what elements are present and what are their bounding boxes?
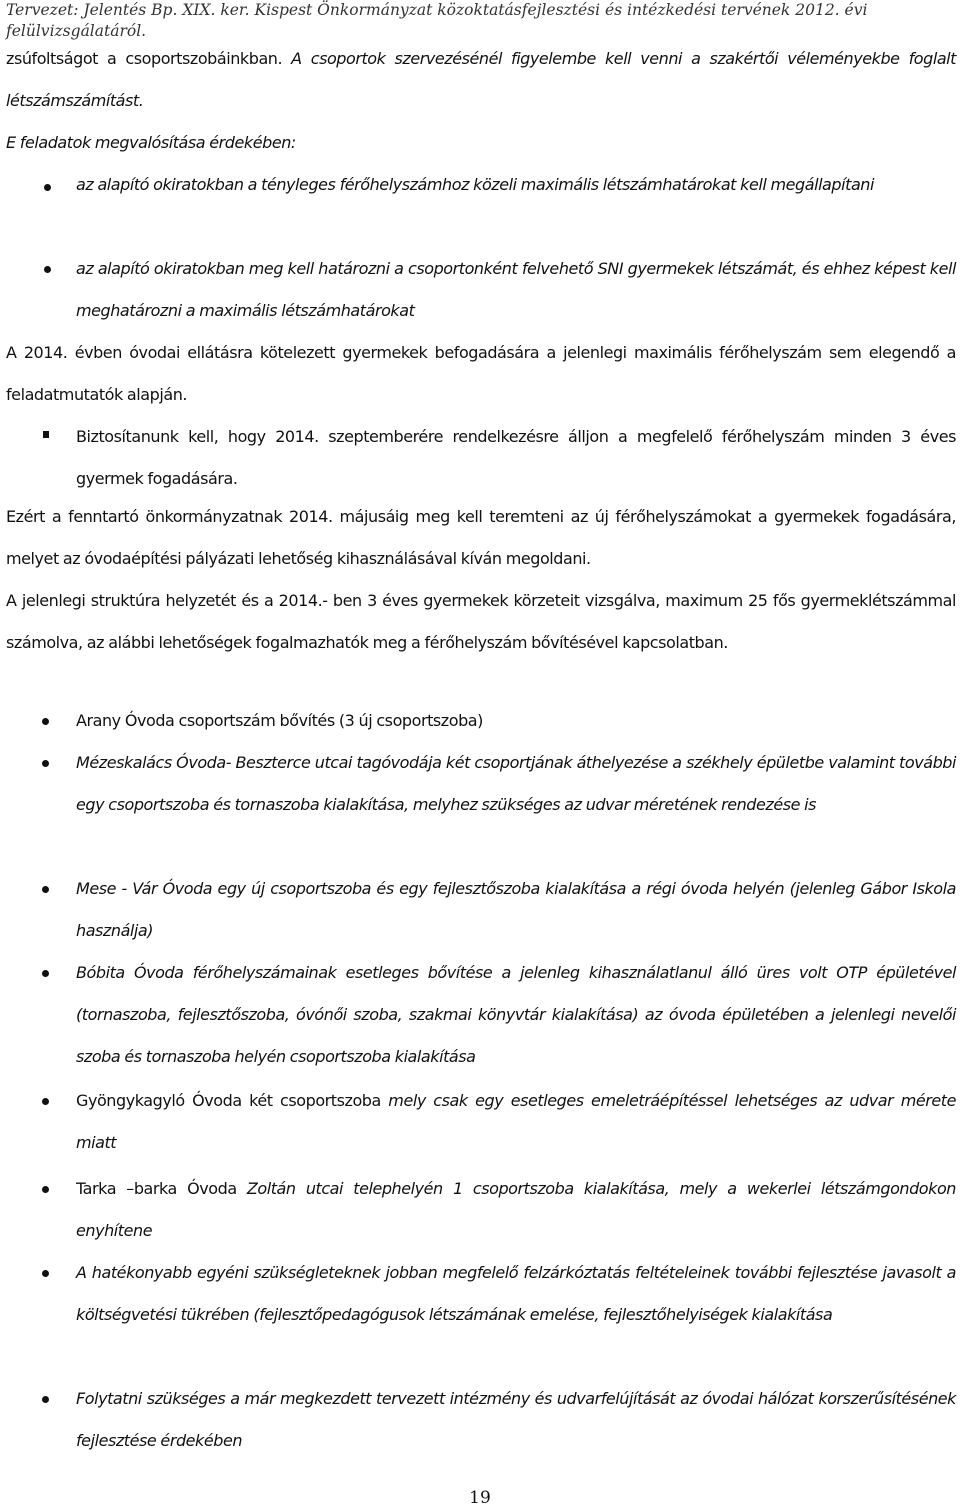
list-item (76, 1080, 956, 1164)
list-item: az alapító okiratokban a tényleges férőhelyszámhoz közeli maximális létszámhatárokat kell megállapítani (76, 175, 874, 194)
list-item: A hatékonyabb egyéni szükségleteknek jobban megfelelő felzárkóztatás feltételeinek további fejlesztése javasolt a költségvetési tükrében (fejlesztőpedagógusok létszámának emelése, fejlesztőhelyiségek kialakítása (76, 1263, 956, 1324)
list-item-italic-text: Zoltán utcai telephelyén 1 csoportszoba kialakítása, mely a wekerlei létszámgondokon enyhítene (76, 1179, 956, 1240)
bullet-icon (44, 184, 51, 191)
square-bullet-icon (43, 431, 49, 438)
bullet-icon (42, 1186, 49, 1193)
bullet-icon (42, 1098, 49, 1105)
list-item: Folytatni szükséges a már megkezdett tervezett intézmény és udvarfelújítását az óvodai hálózat korszerűsítésének fejlesztése érdekében (76, 1389, 956, 1450)
list-item: Bóbita Óvoda férőhelyszámainak esetleges bővítése a jelenleg kihasználatlanul álló üres volt OTP épületével (tornaszoba, fejlesztőszoba, óvónői szoba, szakmai könyvtár kialakítása) az óvoda épületében a jelenlegi nevelői szoba és tornaszoba helyén csoportszoba kialakítása (76, 963, 956, 1066)
bullet-icon (42, 886, 49, 893)
bullet-icon (42, 1270, 49, 1277)
list-item: az alapító okiratokban meg kell határozni a csoportonként felvehető SNI gyermekek létszámát, és ehhez képest kell meghatározni a maximális létszámhatárokat (76, 259, 956, 320)
bullet-icon (44, 266, 51, 273)
paragraph-2014: A 2014. évben óvodai ellátásra kötelezett gyermekek befogadására a jelenlegi maximális férőhelyszám sem elegendő a feladatmutatók alapján. (6, 343, 956, 404)
list-item-italic-text: mely csak egy esetleges emeletráépítéssel lehetséges az udvar mérete miatt (76, 1091, 956, 1152)
list-item-text: Gyöngykagyló Óvoda két csoportszoba (76, 1091, 381, 1110)
intro-text: zsúfoltságot a csoportszobáinkban. (6, 49, 283, 68)
intro-italic-text: A csoportok szervezésénél figyelembe kell venni a szakértői véleményekbe foglalt létszámszámítást. (6, 49, 956, 110)
list-item: Mézeskalács Óvoda- Beszterce utcai tagóvodája két csoportjának áthelyezése a székhely épületbe valamint további egy csoportszoba és tornaszoba kialakítása, melyhez szükséges az udvar méretének rendezése is (76, 753, 956, 814)
list-item: Biztosítanunk kell, hogy 2014. szeptemberére rendelkezésre álljon a megfelelő férőhelyszám minden 3 éves gyermek fogadására. (76, 427, 956, 488)
page-number: 19 (469, 1488, 491, 1508)
list-item: Arany Óvoda csoportszám bővítés (3 új csoportszoba) (76, 711, 483, 730)
page-header: Tervezet: Jelentés Bp. XIX. ker. Kispest Önkormányzat közoktatásfejlesztési és intézkedési tervének 2012. évi felülvizsgálatáról. (6, 1, 868, 40)
bullet-icon (42, 970, 49, 977)
bullet-icon (42, 718, 49, 725)
paragraph-intro (6, 38, 956, 122)
list-item (76, 1168, 956, 1252)
list-item-text: Tarka –barka Óvoda (76, 1179, 237, 1198)
paragraph-fenntarto: Ezért a fenntartó önkormányzatnak 2014. májusáig meg kell teremteni az új férőhelyszámokat a gyermekek fogadására, melyet az óvodaépítési pályázati lehetőség kihasználásával kíván megoldani. (6, 507, 956, 568)
bullet-icon (42, 1396, 49, 1403)
bullet-icon (42, 760, 49, 767)
paragraph-struktura: A jelenlegi struktúra helyzetét és a 2014.- ben 3 éves gyermekek körzeteit vizsgálva, maximum 25 fős gyermeklétszámmal számolva, az alábbi lehetőségek fogalmazhatók meg a férőhelyszám bővítésével kapcsolatban. (6, 591, 956, 652)
paragraph-tasks-heading: E feladatok megvalósítása érdekében: (6, 133, 296, 152)
list-item: Mese - Vár Óvoda egy új csoportszoba és egy fejlesztőszoba kialakítása a régi óvoda helyén (jelenleg Gábor Iskola használja) (76, 879, 956, 940)
